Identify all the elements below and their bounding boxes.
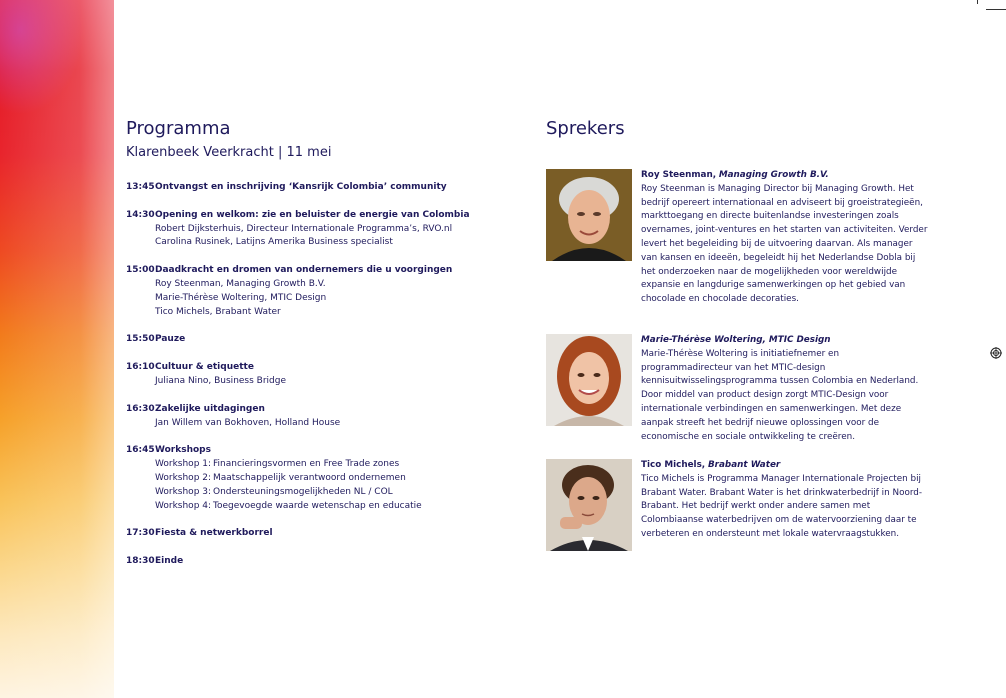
speaker-photo (546, 169, 632, 261)
programma-subtitle: Klarenbeek Veerkracht | 11 mei (126, 145, 332, 160)
crop-mark-tick (977, 0, 978, 4)
speaker-text (641, 459, 931, 542)
item-title: Ontvangst en inschrijving ‘Kansrijk Colombia’ community (155, 182, 447, 192)
decorative-gradient-stripe (0, 0, 114, 698)
workshop-row (126, 486, 506, 500)
item-title: Fiesta & netwerkborrel (155, 528, 273, 539)
crop-mark (986, 9, 1006, 10)
item-time: 14:30 (126, 209, 155, 220)
workshop-text: Toegevoegde waarde wetenschap en educatie (213, 500, 422, 511)
speaker-organization: Managing Growth B.V. (718, 170, 829, 180)
workshop-text: Maatschappelijk verantwoord ondernemen (213, 472, 406, 483)
speaker-organization: Brabant Water (707, 460, 781, 470)
programma-item (126, 264, 506, 319)
item-title: Opening en welkom: zie en beluister de energie van Colombia (155, 209, 470, 220)
item-speaker: Jan Willem van Bokhoven, Holland House (155, 417, 341, 428)
programma-item (126, 403, 506, 431)
programma-item (126, 333, 506, 347)
workshop-row (126, 472, 506, 486)
item-title: Daadkracht en dromen van ondernemers die u voorgingen (155, 265, 453, 276)
speaker-bio: Tico Michels is Programma Manager Internationale Projecten bij Brabant Water. Brabant Water is het drinkwaterbedrijf in Noord-Brabant. Het bedrijf werkt onder andere samen met Colombiaanse waterbedrijven om de watervoorziening daar te verbeteren en ondersteunt met lokale watervraagstukken. (641, 473, 923, 539)
sprekers-title: Sprekers (546, 118, 625, 139)
workshop-text: Financieringsvormen en Free Trade zones (213, 459, 400, 470)
item-title: Zakelijke uitdagingen (155, 403, 265, 414)
item-speaker: Tico Michels, Brabant Water (155, 306, 281, 317)
speaker-text (641, 334, 931, 444)
programma-list (126, 181, 506, 583)
speaker-text (641, 169, 931, 307)
workshop-row (126, 500, 506, 514)
item-speaker: Marie-Thérèse Woltering, MTIC Design (155, 292, 327, 303)
speaker-photo (546, 334, 632, 426)
item-time: 18:30 (126, 556, 155, 567)
item-title: Workshops (155, 445, 211, 456)
programma-item (126, 181, 506, 195)
item-time: 13:45 (126, 182, 155, 192)
item-speaker: Roy Steenman, Managing Growth B.V. (155, 278, 326, 289)
item-title: Einde (155, 556, 184, 567)
programma-item (126, 527, 506, 541)
item-speaker: Juliana Nino, Business Bridge (155, 375, 287, 386)
item-title: Pauze (155, 334, 186, 345)
item-time: 17:30 (126, 528, 155, 539)
speaker-bio: Marie-Thérèse Woltering is initiatiefnemer en programmadirecteur van het MTIC-design kennisuitwisselingsprogramma tussen Colombia en Nederland. Door middel van product design zorgt MTIC-Design voor internationale verbindingen en samenwerkingen. Met deze aanpak streeft het bedrijf nieuwe oplossingen voor de economische en sociale ontwikkeling te creëren. (641, 348, 919, 442)
workshop-label: Workshop 3: (155, 486, 212, 497)
item-time: 15:00 (126, 265, 155, 276)
item-speaker: Robert Dijksterhuis, Directeur Internationale Programma’s, RVO.nl (155, 223, 453, 234)
workshop-label: Workshop 1: (155, 459, 212, 470)
speaker-organization: Marie-Thérèse Woltering, MTIC Design (641, 335, 831, 345)
registration-mark-icon (990, 347, 1002, 359)
programma-item (126, 361, 506, 389)
item-time: 16:45 (126, 445, 155, 456)
workshop-text: Ondersteuningsmogelijkheden NL / COL (213, 486, 393, 497)
speaker-name: Tico Michels, (641, 460, 706, 470)
item-speaker: Carolina Rusinek, Latijns Amerika Business specialist (155, 237, 393, 248)
programma-title: Programma (126, 118, 231, 139)
workshop-label: Workshop 2: (155, 472, 212, 483)
item-time: 16:30 (126, 403, 155, 414)
programma-item (126, 209, 506, 250)
item-title: Cultuur & etiquette (155, 362, 254, 373)
programma-item (126, 444, 506, 513)
workshop-row (126, 458, 506, 472)
workshop-label: Workshop 4: (155, 500, 212, 511)
speaker-photo (546, 459, 632, 551)
programma-item (126, 555, 506, 569)
item-time: 15:50 (126, 334, 155, 345)
speaker-bio: Roy Steenman is Managing Director bij Managing Growth. Het bedrijf opereert internationaal en adviseert bij groeistrategieën, markttoegang en directe buitenlandse investeringen zoals overnames, joint-ventures en het starten van activiteiten. Verder levert het begeleiding bij de uitvoering daarvan. Als manager van kansen en ideeën, begeleidt hij het Nederlandse Dobla bij het onderzoeken naar de mogelijkheden voor wereldwijde expansie en langdurige samenwerkingen op het gebied van chocolade en chocolade decoraties. (641, 183, 928, 305)
item-time: 16:10 (126, 362, 155, 373)
speaker-name: Roy Steenman, (641, 170, 717, 180)
